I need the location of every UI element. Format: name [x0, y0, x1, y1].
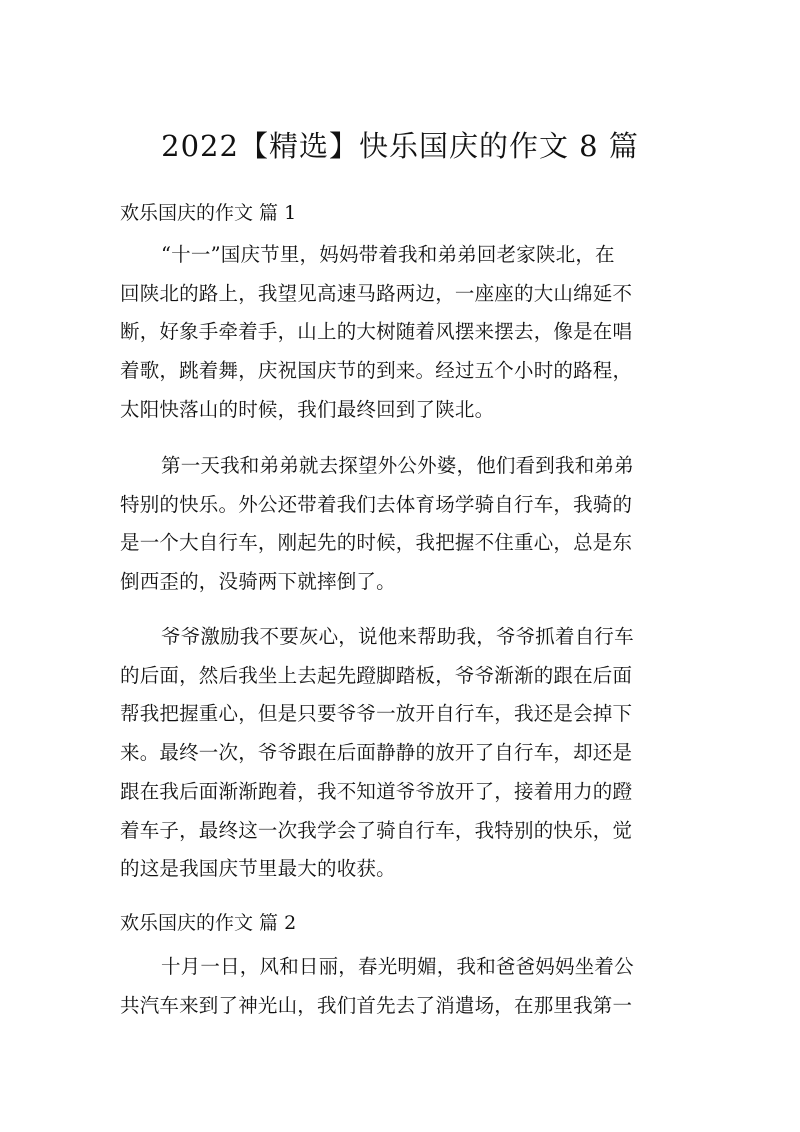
paragraph-line: 是一个大自行车，刚起先的时候，我把握不住重心，总是东 — [120, 531, 633, 555]
paragraph-line: 帮我把握重心，但是只要爷爷一放开自行车，我还是会掉下 — [120, 702, 633, 726]
paragraph-line: 十月一日，风和日丽，春光明媚，我和爸爸妈妈坐着公 — [161, 955, 634, 978]
paragraph-line: 着车子，最终这一次我学会了骑自行车，我特别的快乐，觉 — [120, 818, 633, 842]
paragraph-3 — [120, 618, 690, 889]
paragraph-line: 回陕北的路上，我望见高速马路两边，一座座的大山绵延不 — [120, 281, 633, 305]
paragraph-line: 的后面，然后我坐上去起先蹬脚踏板，爷爷渐渐的跟在后面 — [120, 663, 633, 687]
section-heading-2: 欢乐国庆的作文 篇 2 — [120, 912, 297, 934]
paragraph-line: 特别的快乐。外公还带着我们去体育场学骑自行车，我骑的 — [120, 492, 633, 516]
document-title: 2022【精选】快乐国庆的作文 8 篇 — [161, 129, 639, 163]
section-heading-1: 欢乐国庆的作文 篇 1 — [120, 202, 297, 224]
paragraph-line: 第一天我和弟弟就去探望外公外婆，他们看到我和弟弟 — [161, 454, 634, 477]
paragraph-line: 倒西歪的，没骑两下就摔倒了。 — [120, 570, 396, 594]
paragraph-line: 跟在我后面渐渐跑着，我不知道爷爷放开了，接着用力的蹬 — [120, 779, 633, 803]
paragraph-line: 共汽车来到了神光山，我们首先去了消遣场，在那里我第一 — [120, 993, 633, 1017]
paragraph-line: 的这是我国庆节里最大的收获。 — [120, 857, 396, 881]
paragraph-2 — [120, 447, 690, 602]
paragraph-line: 爷爷激励我不要灰心，说他来帮助我，爷爷抓着自行车 — [161, 625, 634, 648]
paragraph-4 — [120, 948, 690, 1025]
paragraph-line: 着歌，跳着舞，庆祝国庆节的到来。经过五个小时的路程， — [120, 359, 633, 383]
paragraph-line: “十一”国庆节里，妈妈带着我和弟弟回老家陕北，在 — [161, 243, 615, 266]
paragraph-line: 太阳快落山的时候，我们最终回到了陕北。 — [120, 397, 495, 421]
paragraph-line: 断，好象手牵着手，山上的大树随着风摆来摆去，像是在唱 — [120, 320, 633, 344]
paragraph-1 — [120, 236, 690, 430]
paragraph-line: 来。最终一次，爷爷跟在后面静静的放开了自行车，却还是 — [120, 741, 633, 765]
